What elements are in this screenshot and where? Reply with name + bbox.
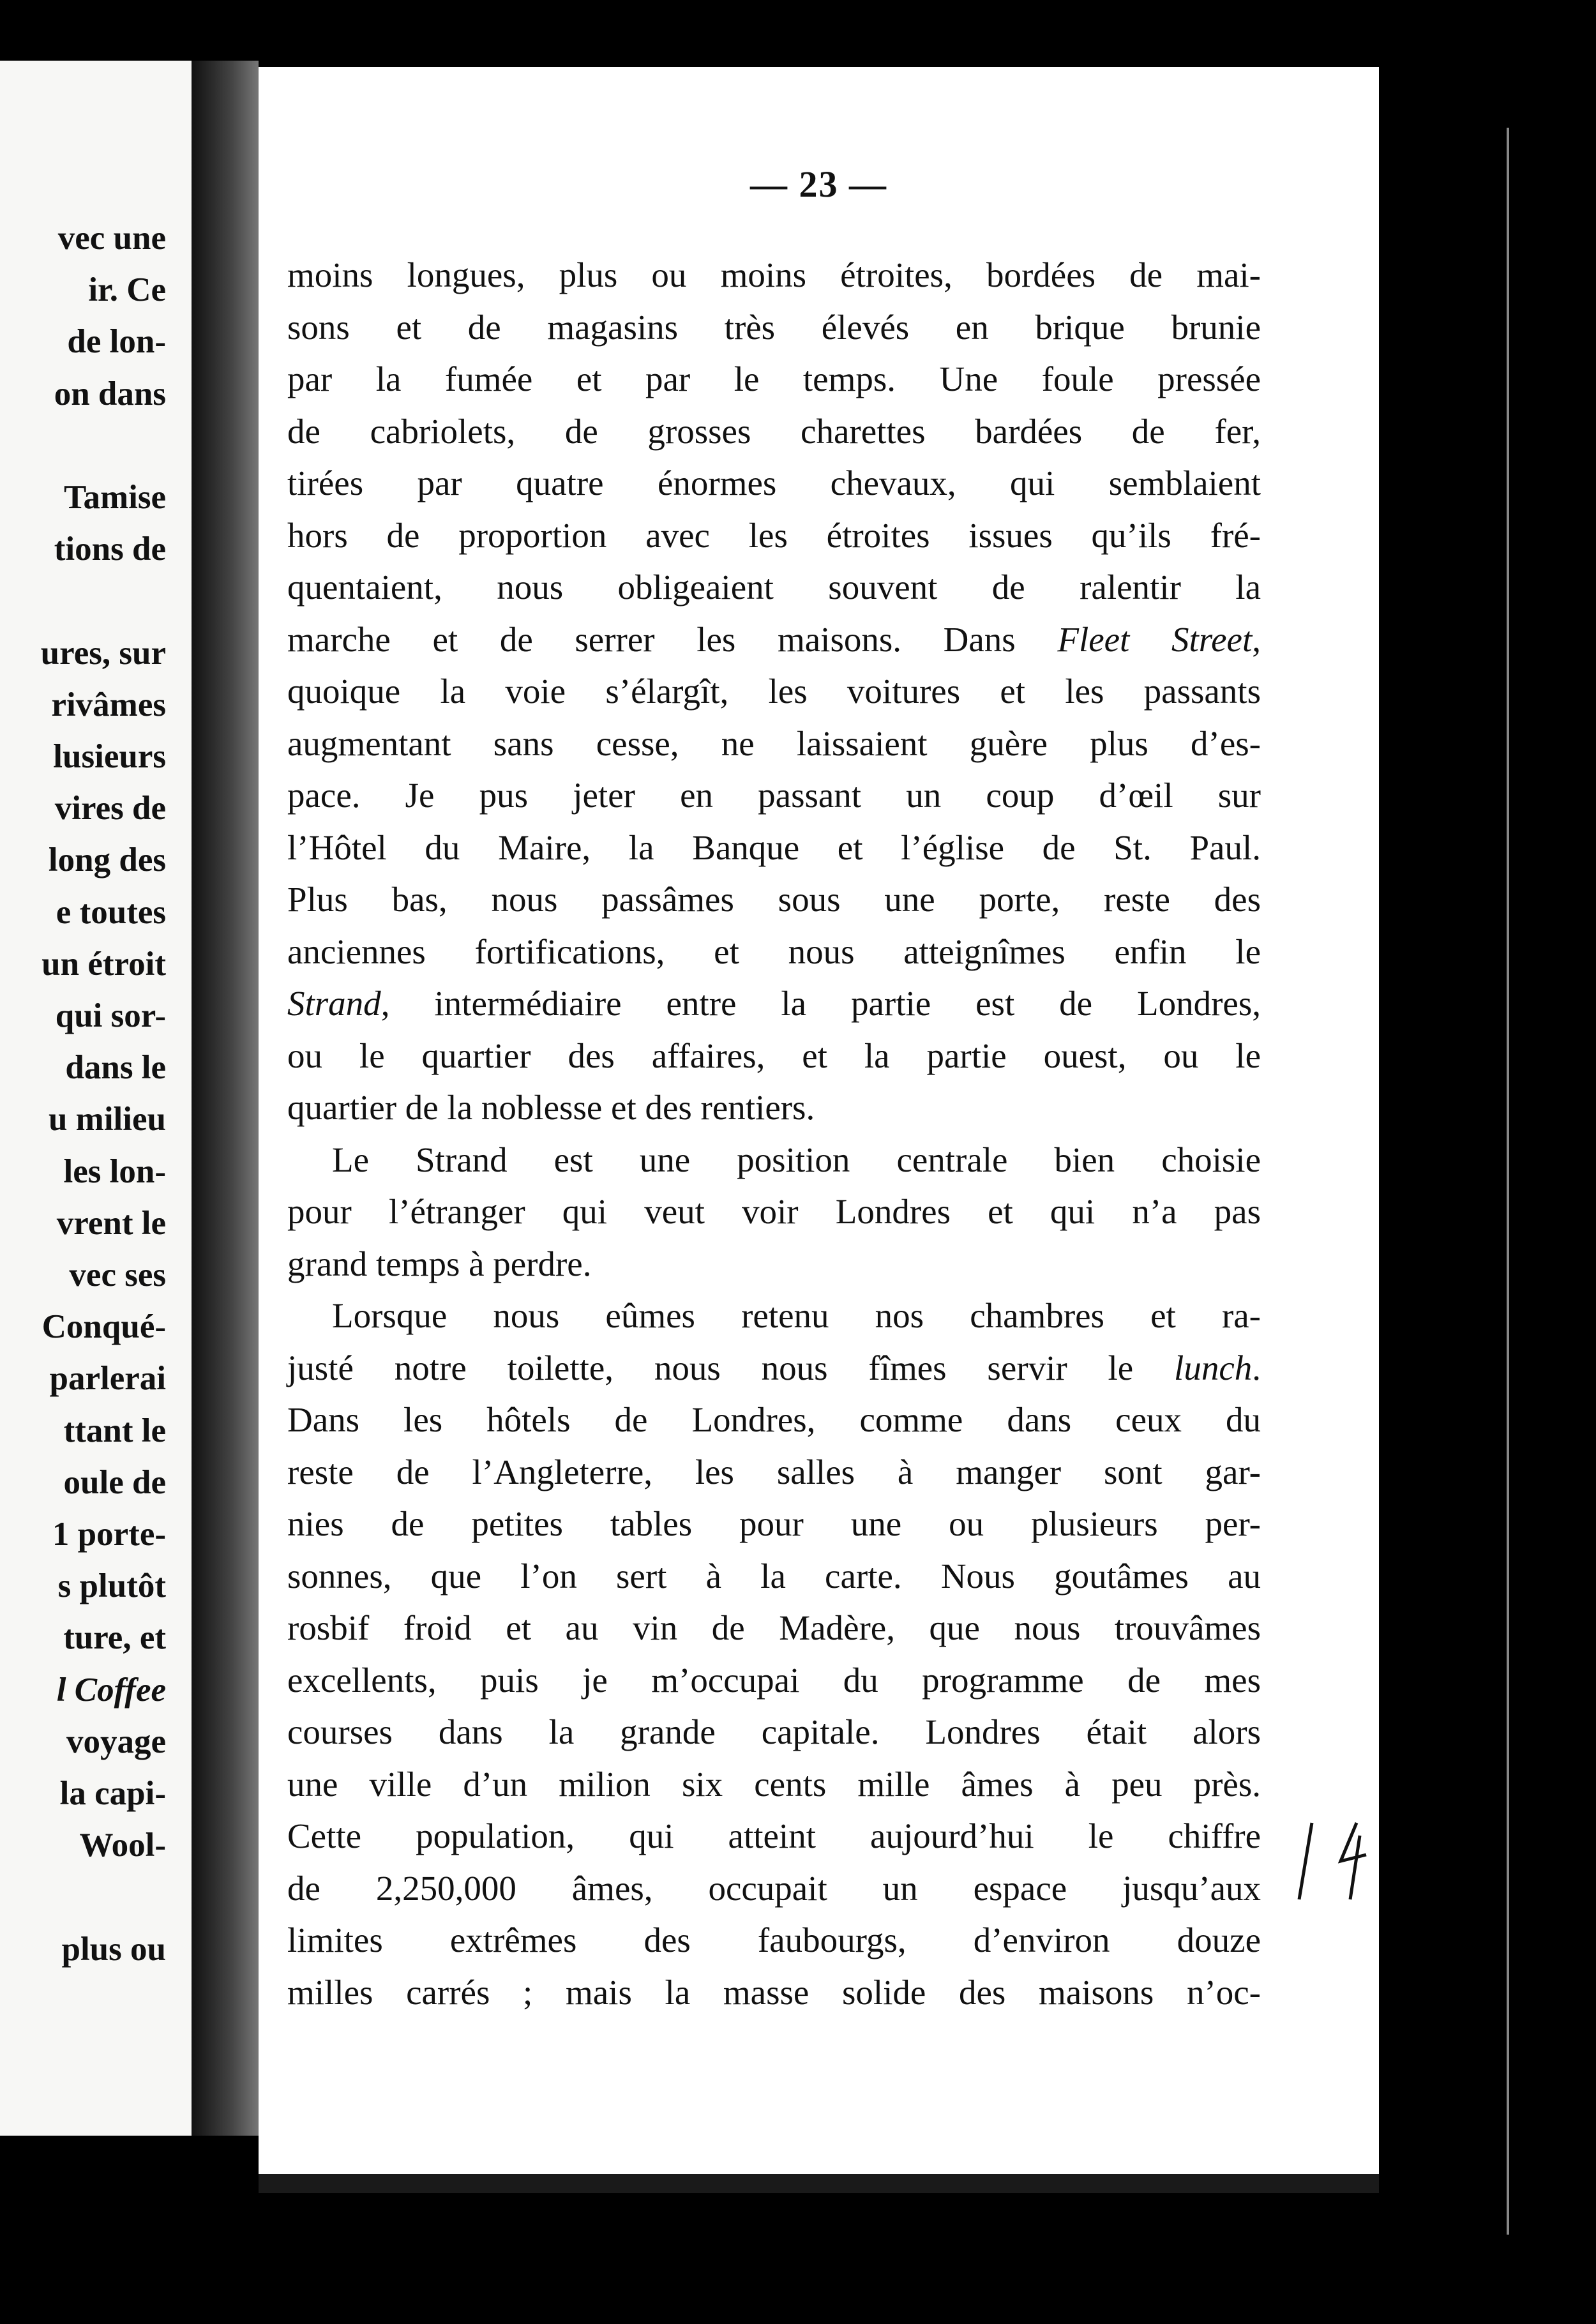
text-run: de cabriolets, de grosses charettes bardées de fer, <box>287 411 1261 451</box>
text-run: nies de petites tables pour une ou plusieurs per- <box>287 1504 1261 1543</box>
facing-page-line: parlerai <box>49 1360 166 1398</box>
text-run: quentaient, nous obligeaient souvent de ralentir la <box>287 568 1261 607</box>
facing-page-line: Conqué- <box>41 1308 166 1346</box>
facing-page-line: plus ou <box>61 1930 166 1968</box>
text-line <box>287 977 1261 1030</box>
italic-text-run: lunch <box>1174 1348 1253 1387</box>
book-page <box>259 67 1379 2184</box>
text-run: l’Hôtel du Maire, la Banque et l’église de St. Paul. <box>287 827 1261 867</box>
facing-page-line: lusieurs <box>53 738 166 775</box>
text-line <box>287 822 1261 874</box>
text-line <box>287 353 1261 405</box>
text-run: Plus bas, nous passâmes sous une porte, reste des <box>287 880 1261 919</box>
text-line <box>287 1862 1261 1915</box>
page-number: — 23 — <box>750 163 887 205</box>
text-line <box>287 1914 1261 1966</box>
text-run: ou le quartier des affaires, et la partie ouest, ou le <box>287 1036 1261 1075</box>
text-run: anciennes fortifications, et nous atteignîmes enfin le <box>287 932 1261 971</box>
facing-page-line: u milieu <box>48 1101 166 1138</box>
text-line <box>287 769 1261 822</box>
text-run: sonnes, que l’on sert à la carte. Nous goutâmes au <box>287 1556 1261 1596</box>
facing-page-line: voyage <box>66 1723 166 1760</box>
text-line <box>287 1290 1261 1342</box>
text-line <box>287 249 1261 301</box>
text-line <box>287 1446 1261 1498</box>
facing-page-line: e toutes <box>56 893 166 931</box>
italic-text-run: Strand <box>287 984 381 1023</box>
text-line <box>287 1498 1261 1550</box>
facing-page-line: oule de <box>63 1463 166 1501</box>
facing-page-line: l Coffee <box>56 1671 166 1709</box>
facing-page-line: qui sor- <box>55 997 166 1034</box>
body-text <box>287 249 1261 2018</box>
text-line <box>287 1550 1261 1603</box>
facing-page-line: vec une <box>57 220 166 257</box>
facing-page-line: vec ses <box>69 1256 166 1294</box>
text-run: justé notre toilette, nous nous fîmes servir le <box>287 1348 1175 1387</box>
facing-page-line: ures, sur <box>40 634 166 672</box>
italic-text-run: Fleet Street <box>1057 619 1253 659</box>
handwritten-margin-mark <box>1286 1810 1389 1938</box>
text-run: pour l’étranger qui veut voir Londres et qui n’a pas <box>287 1192 1261 1231</box>
facing-page-line: Wool- <box>79 1827 166 1864</box>
text-line <box>287 1810 1261 1862</box>
book-gutter <box>192 61 259 2136</box>
text-run: pace. Je pus jeter en passant un coup d’œil sur <box>287 776 1261 815</box>
facing-page-line: rivâmes <box>51 686 166 723</box>
text-run: rosbif froid et au vin de Madère, que nous trouvâmes <box>287 1608 1261 1647</box>
text-run: . <box>1252 1348 1261 1387</box>
text-line <box>287 301 1261 354</box>
text-run: moins longues, plus ou moins étroites, bordées de mai- <box>287 255 1261 294</box>
text-run: Dans les hôtels de Londres, comme dans ceux du <box>287 1400 1261 1439</box>
text-run: une ville d’un milion six cents mille âmes à peu près. <box>287 1764 1261 1804</box>
text-run: grand temps à perdre. <box>287 1244 592 1283</box>
text-run: marche et de serrer les maisons. Dans <box>287 619 1058 659</box>
text-run: tirées par quatre énormes chevaux, qui semblaient <box>287 464 1261 502</box>
text-run: Le Strand est une position centrale bien choisie <box>332 1140 1261 1179</box>
text-line <box>287 718 1261 770</box>
facing-page-line: dans le <box>65 1049 166 1087</box>
facing-page-line: long des <box>48 841 166 879</box>
text-line <box>287 1706 1261 1758</box>
page-edge-line <box>1507 128 1509 2235</box>
page-bottom-shadow <box>259 2174 1379 2193</box>
facing-page-line: Tamise <box>63 479 166 516</box>
text-line <box>287 1186 1261 1238</box>
text-run: , intermédiaire entre la partie est de Londres, <box>380 984 1261 1023</box>
facing-page-line: un étroit <box>41 945 166 983</box>
text-run: limites extrêmes des faubourgs, d’environ douze <box>287 1920 1261 1959</box>
facing-page-line: vrent le <box>56 1204 166 1242</box>
text-line <box>287 1758 1261 1811</box>
facing-page-line: ture, et <box>63 1619 166 1657</box>
text-line <box>287 873 1261 926</box>
facing-page-line: la capi- <box>59 1775 166 1812</box>
text-line <box>287 1082 1261 1134</box>
text-line <box>287 405 1261 458</box>
facing-page-edge <box>0 61 192 2136</box>
text-run: sons et de magasins très élevés en brique brunie <box>287 307 1261 347</box>
text-line <box>287 457 1261 509</box>
text-run: quartier de la noblesse et des rentiers. <box>287 1088 815 1127</box>
text-run: par la fumée et par le temps. Une foule pressée <box>287 359 1261 398</box>
facing-page-line: les lon- <box>63 1152 166 1190</box>
text-run: , <box>1252 619 1261 659</box>
facing-page-line: on dans <box>54 375 166 412</box>
text-line <box>287 1654 1261 1707</box>
text-line <box>287 1602 1261 1654</box>
text-run: augmentant sans cesse, ne laissaient guère plus d’es- <box>287 723 1261 763</box>
facing-page-line: s plutôt <box>57 1567 166 1605</box>
text-run: Cette population, qui atteint aujourd’hui le chiffre <box>287 1816 1261 1855</box>
text-run: quoique la voie s’élargît, les voitures et les passants <box>287 672 1261 711</box>
text-line <box>287 926 1261 978</box>
facing-page-line: vires de <box>54 790 166 827</box>
text-run: reste de l’Angleterre, les salles à manger sont gar- <box>287 1452 1261 1491</box>
text-run: milles carrés ; mais la masse solide des maisons n’oc- <box>287 1972 1261 2012</box>
facing-page-line: de lon- <box>67 323 166 361</box>
text-run: de 2,250,000 âmes, occupait un espace jusqu’aux <box>287 1868 1261 1908</box>
facing-page-line: 1 porte- <box>52 1516 166 1553</box>
text-line <box>287 1966 1261 2019</box>
text-line <box>287 614 1261 666</box>
text-line <box>287 1030 1261 1082</box>
text-line <box>287 561 1261 614</box>
text-line <box>287 1134 1261 1186</box>
text-run: courses dans la grande capitale. Londres était alors <box>287 1712 1261 1751</box>
text-run: hors de proportion avec les étroites issues qu’ils fré- <box>287 515 1261 555</box>
text-line <box>287 1238 1261 1290</box>
text-line <box>287 1342 1261 1394</box>
facing-page-line: tions de <box>54 531 166 568</box>
facing-page-line: ir. Ce <box>88 271 166 309</box>
text-run: excellents, puis je m’occupai du programme de mes <box>287 1660 1261 1700</box>
text-line <box>287 665 1261 718</box>
facing-page-line: ttant le <box>63 1412 166 1449</box>
text-line <box>287 509 1261 562</box>
text-run: Lorsque nous eûmes retenu nos chambres et ra- <box>332 1296 1261 1335</box>
text-line <box>287 1394 1261 1446</box>
